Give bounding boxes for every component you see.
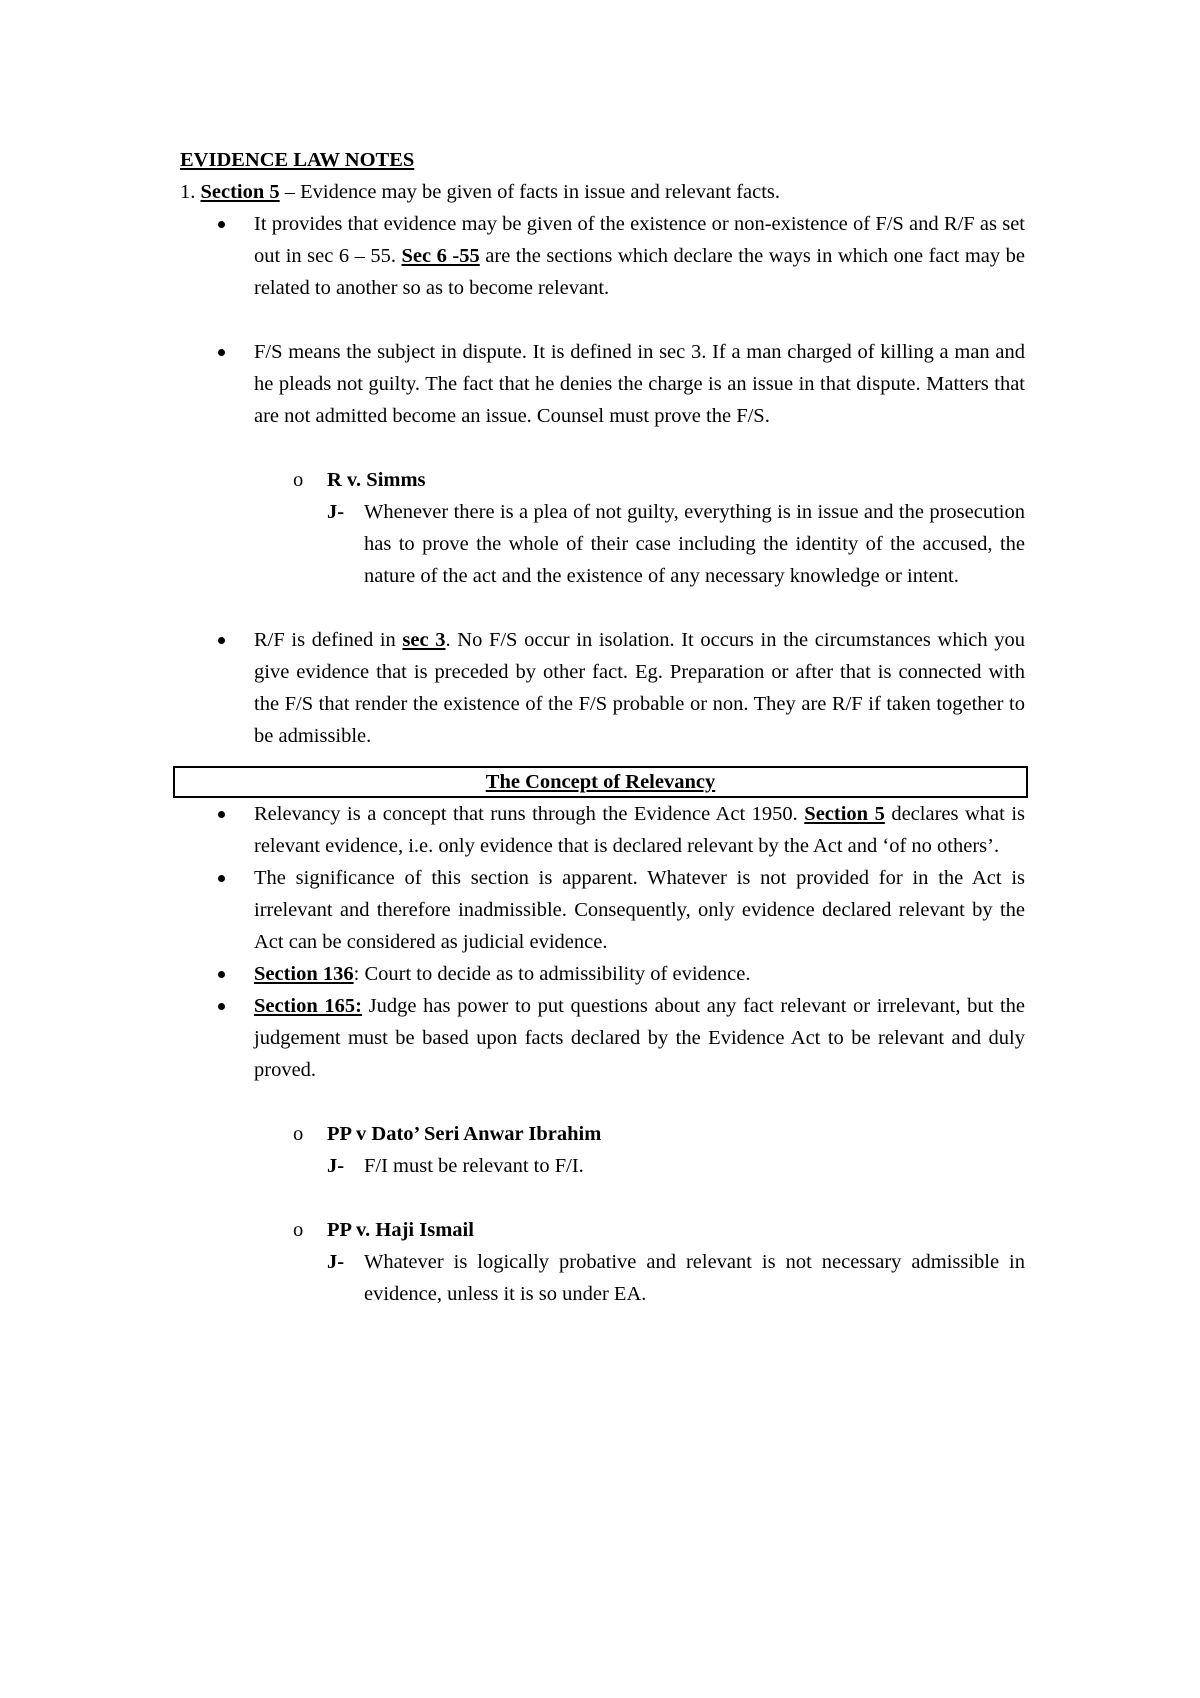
bullet-icon <box>218 875 225 882</box>
case-pp-v-anwar <box>180 1118 1025 1150</box>
boxed-heading-text: The Concept of Relevancy <box>485 771 716 793</box>
bullet-text: Judge has power to put questions about any fact relevant or irrelevant, but the judgement must be based upon facts declared by the Evidence Act to be relevant and duly proved. <box>254 995 1025 1081</box>
case-name: PP v. Haji Ismail <box>327 1219 474 1241</box>
bullet-text-cont: declares what is relevant evidence, i.e. only evidence that is declared relevant by the Act and ‘of no others’. <box>254 803 1026 857</box>
bullet-icon <box>218 221 225 228</box>
bullet-rf-defined <box>180 624 1025 752</box>
bullet-ref: Section 136 <box>254 963 354 985</box>
bullet-text-cont: are the sections which declare the ways in which one fact may be related to another so as to become relevant. <box>254 245 1025 299</box>
bullet-ref: Section 5 <box>804 803 885 825</box>
bullet-text: : Court to decide as to admissibility of evidence. <box>353 963 751 985</box>
judgment-label: J- <box>327 501 345 523</box>
item-1 <box>180 176 1025 208</box>
judgment-text: F/I must be relevant to F/I. <box>364 1155 584 1177</box>
item-1-text: – Evidence may be given of facts in issue and relevant facts. <box>279 181 781 203</box>
document-content <box>180 144 1025 1310</box>
case-name: PP v Dato’ Seri Anwar Ibrahim <box>327 1123 602 1145</box>
bullet-icon <box>218 811 225 818</box>
judgment-text: Whenever there is a plea of not guilty, everything is in issue and the prosecution has to prove the whole of their case including the identity of the accused, the nature of the act and the existence of any necessary knowledge or intent. <box>364 501 1025 587</box>
bullet-relevancy-concept <box>180 798 1025 862</box>
case-name: R v. Simms <box>327 469 426 491</box>
circle-bullet-icon: o <box>293 469 304 491</box>
case-pp-v-haji-ismail <box>180 1214 1025 1246</box>
bullet-section-165 <box>180 990 1025 1086</box>
bullet-section-136 <box>180 958 1025 990</box>
bullet-text: Relevancy is a concept that runs through the Evidence Act 1950. <box>254 803 805 825</box>
doc-title <box>180 144 1025 176</box>
case-r-v-simms <box>180 464 1025 496</box>
judgment-simms <box>180 496 1025 592</box>
item-1-number: 1. <box>180 181 196 203</box>
bullet-fs-meaning <box>180 336 1025 432</box>
bullet-ref: Sec 6 -55 <box>401 245 480 267</box>
bullet-ref: Section 165: <box>254 995 363 1017</box>
judgment-haji-ismail <box>180 1246 1025 1310</box>
judgment-label: J- <box>327 1155 345 1177</box>
circle-bullet-icon: o <box>293 1123 304 1145</box>
item-1-section: Section 5 <box>200 181 280 203</box>
judgment-text: Whatever is logically probative and relevant is not necessary admissible in evidence, unless it is so under EA. <box>364 1251 1025 1305</box>
bullet-text: It provides that evidence may be given of the existence or non-existence of F/S and R/F as set out in sec 6 – 55. <box>254 213 1025 267</box>
bullet-text-cont: . No F/S occur in isolation. It occurs in the circumstances which you give evidence that is preceded by other fact. Eg. Preparation or after that is connected with the F/S that render the existence of the F/S probable or non. They are R/F if taken together to be admissible. <box>254 629 1026 747</box>
judgment-label: J- <box>327 1251 345 1273</box>
doc-title-text: EVIDENCE LAW NOTES <box>180 149 415 171</box>
bullet-icon <box>218 971 225 978</box>
bullet-icon <box>218 349 225 356</box>
bullet-icon <box>218 1003 225 1010</box>
boxed-heading-relevancy <box>173 766 1028 798</box>
circle-bullet-icon: o <box>293 1219 304 1241</box>
bullet-ref: sec 3 <box>402 629 446 651</box>
judgment-anwar <box>180 1150 1025 1182</box>
bullet-text: F/S means the subject in dispute. It is defined in sec 3. If a man charged of killing a man and he pleads not guilty. The fact that he denies the charge is an issue in that dispute. Matters that are not admitted become an issue. Counsel must prove the F/S. <box>254 341 1025 427</box>
bullet-icon <box>218 637 225 644</box>
bullet-text: R/F is defined in <box>254 629 403 651</box>
bullet-text: The significance of this section is apparent. Whatever is not provided for in the Act is irrelevant and therefore inadmissible. Consequently, only evidence declared relevant by the Act can be considered as judicial evidence. <box>254 867 1025 953</box>
bullet-evidence-existence <box>180 208 1025 304</box>
bullet-significance <box>180 862 1025 958</box>
